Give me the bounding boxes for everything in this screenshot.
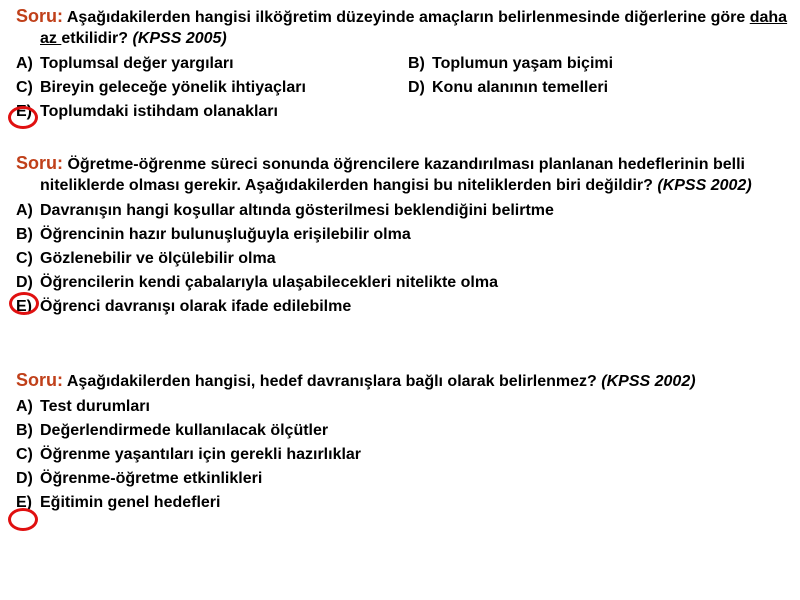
option-c[interactable]: C) Öğrenme yaşantıları için gerekli hazırlıklar xyxy=(16,446,362,463)
stem-text: Aşağıdakilerden hangisi ilköğretim düzeyinde amaçların belirlenmesinde diğerlerine göre xyxy=(66,9,750,26)
stem-text-end: etkilidir? xyxy=(61,30,129,47)
option-b[interactable]: B) Toplumun yaşam biçimi xyxy=(408,55,614,72)
stem-underlined-text: daha az xyxy=(40,9,788,47)
options-list xyxy=(16,395,792,515)
option-b[interactable]: B) Öğrencinin hazır bulunuşluğuyla erişilebilir olma xyxy=(16,226,411,243)
answer-mark-circle-q1 xyxy=(8,106,38,129)
options-list xyxy=(16,52,792,124)
option-d[interactable]: D) Öğrencilerin kendi çabalarıyla ulaşabilecekleri nitelikte olma xyxy=(16,274,498,291)
question-stem xyxy=(16,6,792,49)
option-c[interactable]: C) Gözlenebilir ve ölçülebilir olma xyxy=(16,250,276,267)
stem-text: Öğretme-öğrenme süreci sonunda öğrencilere kazandırılması planlanan hedeflerinin belli niteliklerde olması gerekir. Aşağıdakilerden hangisi bu niteliklerden biri değildir? xyxy=(40,156,745,194)
option-a[interactable]: A) Test durumları xyxy=(16,398,150,415)
option-e[interactable]: E) Eğitimin genel hedefleri xyxy=(16,494,221,511)
question-stem xyxy=(16,153,792,196)
option-e[interactable]: E) Öğrenci davranışı olarak ifade edilebilme xyxy=(16,298,352,315)
option-e[interactable]: E) Toplumdaki istihdam olanakları xyxy=(16,103,278,120)
question-2 xyxy=(16,153,792,319)
question-stem xyxy=(16,370,792,392)
question-label: Soru: xyxy=(16,6,63,26)
question-3 xyxy=(16,370,792,515)
exam-reference: (KPSS 2002) xyxy=(601,373,696,390)
option-b[interactable]: B) Değerlendirmede kullanılacak ölçütler xyxy=(16,422,329,439)
exam-reference: (KPSS 2002) xyxy=(657,177,752,194)
question-1 xyxy=(16,6,792,124)
answer-mark-circle-q3 xyxy=(8,508,38,531)
question-label: Soru: xyxy=(16,153,63,173)
option-a[interactable]: A) Davranışın hangi koşullar altında gösterilmesi beklendiğini belirtme xyxy=(16,202,554,219)
options-list xyxy=(16,199,792,319)
stem-text: Aşağıdakilerden hangisi, hedef davranışlara bağlı olarak belirlenmez? xyxy=(66,373,597,390)
question-label: Soru: xyxy=(16,370,63,390)
option-c[interactable]: C) Bireyin geleceğe yönelik ihtiyaçları xyxy=(16,79,306,96)
option-d[interactable]: D) Öğrenme-öğretme etkinlikleri xyxy=(16,470,263,487)
answer-mark-circle-q2 xyxy=(9,292,39,315)
option-d[interactable]: D) Konu alanının temelleri xyxy=(408,79,609,96)
exam-reference: (KPSS 2005) xyxy=(132,30,227,47)
option-a[interactable]: A) Toplumsal değer yargıları xyxy=(16,55,234,72)
